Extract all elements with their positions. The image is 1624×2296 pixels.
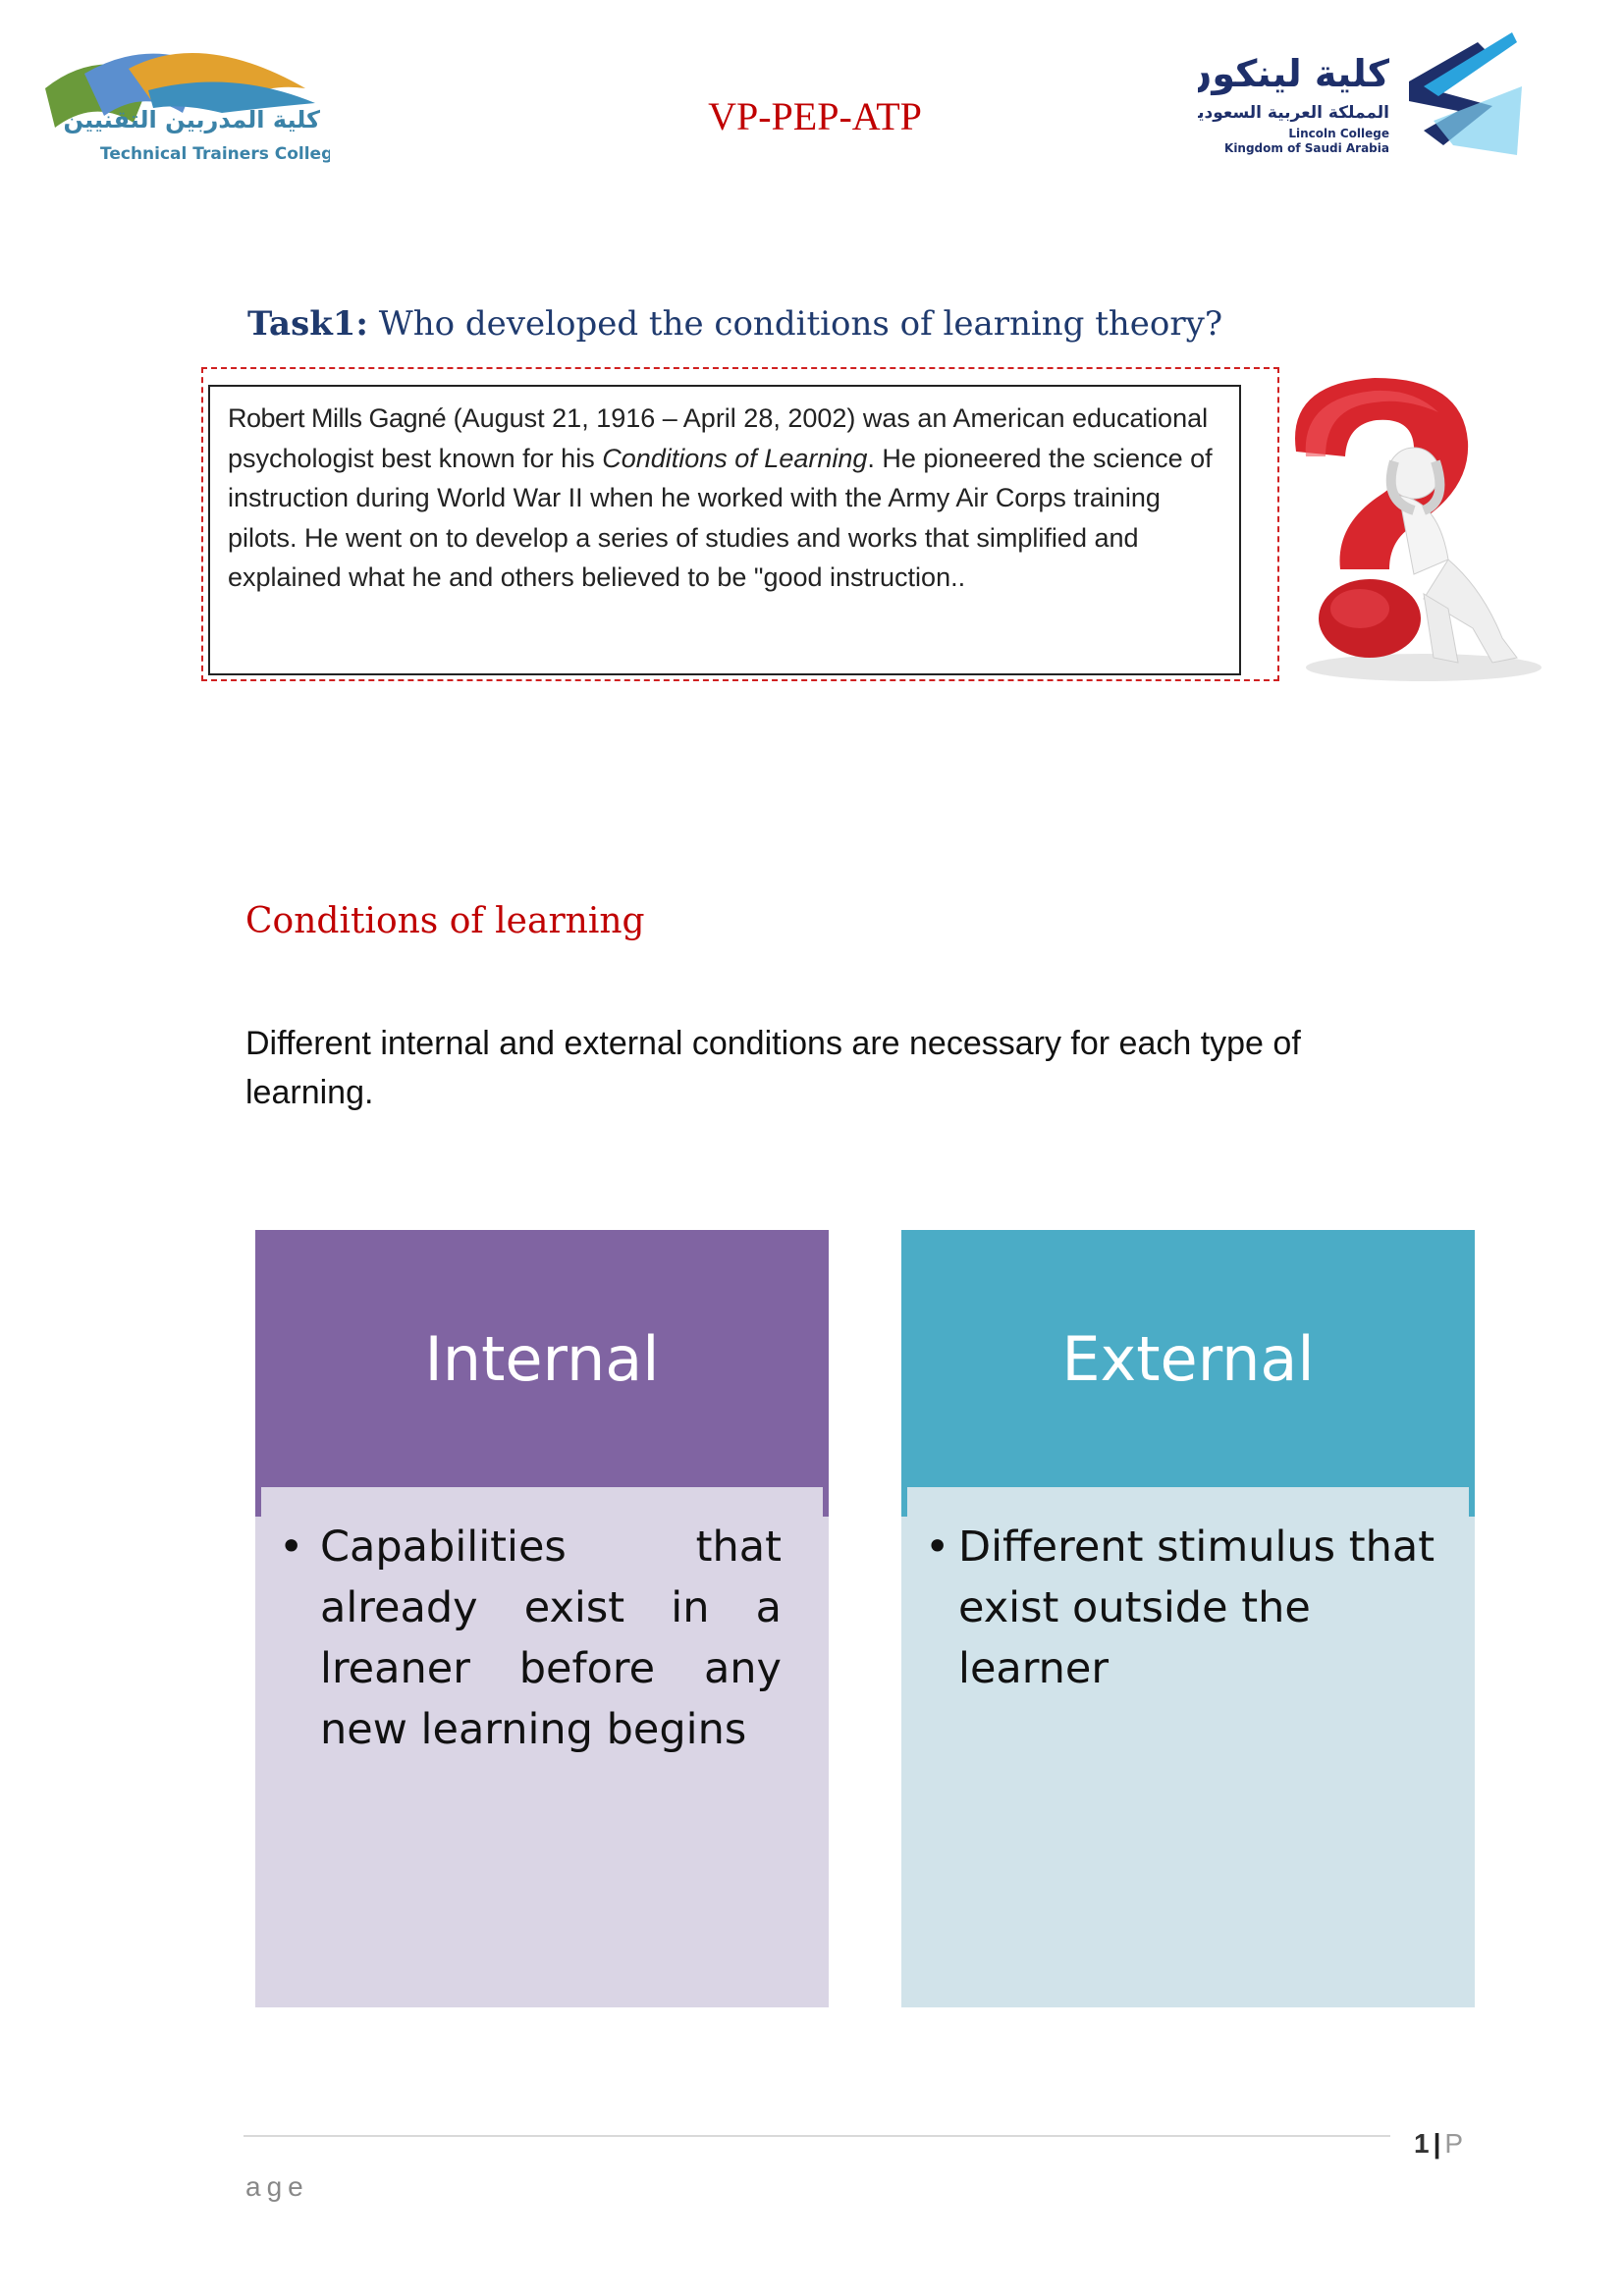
logo-left-arabic: كلية المدربين التقنيين	[63, 106, 320, 133]
internal-card-accent-right	[823, 1487, 829, 1517]
lincoln-college-logo	[1198, 27, 1532, 165]
page-label-p: P	[1444, 2128, 1464, 2159]
section-title: Conditions of learning	[245, 901, 645, 941]
answer-text-part1: (August 21, 1916 – April 28, 2002) was an American educational psychologist best known for his	[228, 403, 1209, 473]
bullet-icon: •	[279, 1522, 304, 1572]
internal-card-text: Capabilities that already exist in a lreaner before any new learning begins	[320, 1522, 782, 1754]
page-number	[1414, 2128, 1463, 2160]
task-heading	[247, 304, 1222, 344]
logo-left-english: Technical Trainers College	[100, 144, 330, 164]
external-card-title: External	[1061, 1322, 1315, 1395]
section-description: Different internal and external conditions are necessary for each type of learning.	[245, 1025, 1301, 1111]
logo-right-arabic-sub: المملكة العربية السعودية	[1198, 103, 1389, 123]
external-card-accent-left	[901, 1487, 907, 1517]
task-question: Who developed the conditions of learning theory?	[367, 304, 1223, 344]
logo-right-arabic: كلية لينكون	[1198, 52, 1389, 95]
internal-card-header	[255, 1230, 829, 1487]
task-label: Task1:	[247, 304, 368, 344]
external-card-accent-right	[1469, 1487, 1475, 1517]
answer-book-title: Conditions of Learning	[602, 443, 868, 473]
answer-text-box[interactable]	[208, 385, 1241, 675]
logo-right-english-2: Kingdom of Saudi Arabia	[1224, 141, 1389, 155]
question-mark-illustration	[1267, 363, 1551, 687]
answer-text-part2: . He pioneered the science of instruction during World War II when he worked with the Army Air Corps training pilots. He went on to develop a series of studies and works that simplified and explained what he and others believed to be "good instruction..	[228, 443, 1213, 592]
document-code: VP-PEP-ATP	[708, 94, 922, 138]
answer-name: Robert Mills Gagné	[228, 403, 447, 433]
external-card-body	[901, 1487, 1475, 2007]
external-card-text: Different stimulus that exist outside the learner	[958, 1522, 1435, 1693]
footer-divider	[244, 2135, 1390, 2137]
bullet-icon: •	[925, 1522, 950, 1572]
internal-card-body	[255, 1487, 829, 2007]
internal-card-accent-left	[255, 1487, 261, 1517]
page-separator: |	[1433, 2128, 1441, 2159]
internal-card-title: Internal	[424, 1322, 660, 1395]
external-card-header	[901, 1230, 1475, 1487]
page-label-rest: age	[245, 2171, 309, 2202]
page-number-value: 1	[1414, 2128, 1430, 2159]
technical-trainers-college-logo	[35, 29, 330, 177]
logo-right-english-1: Lincoln College	[1288, 127, 1389, 140]
